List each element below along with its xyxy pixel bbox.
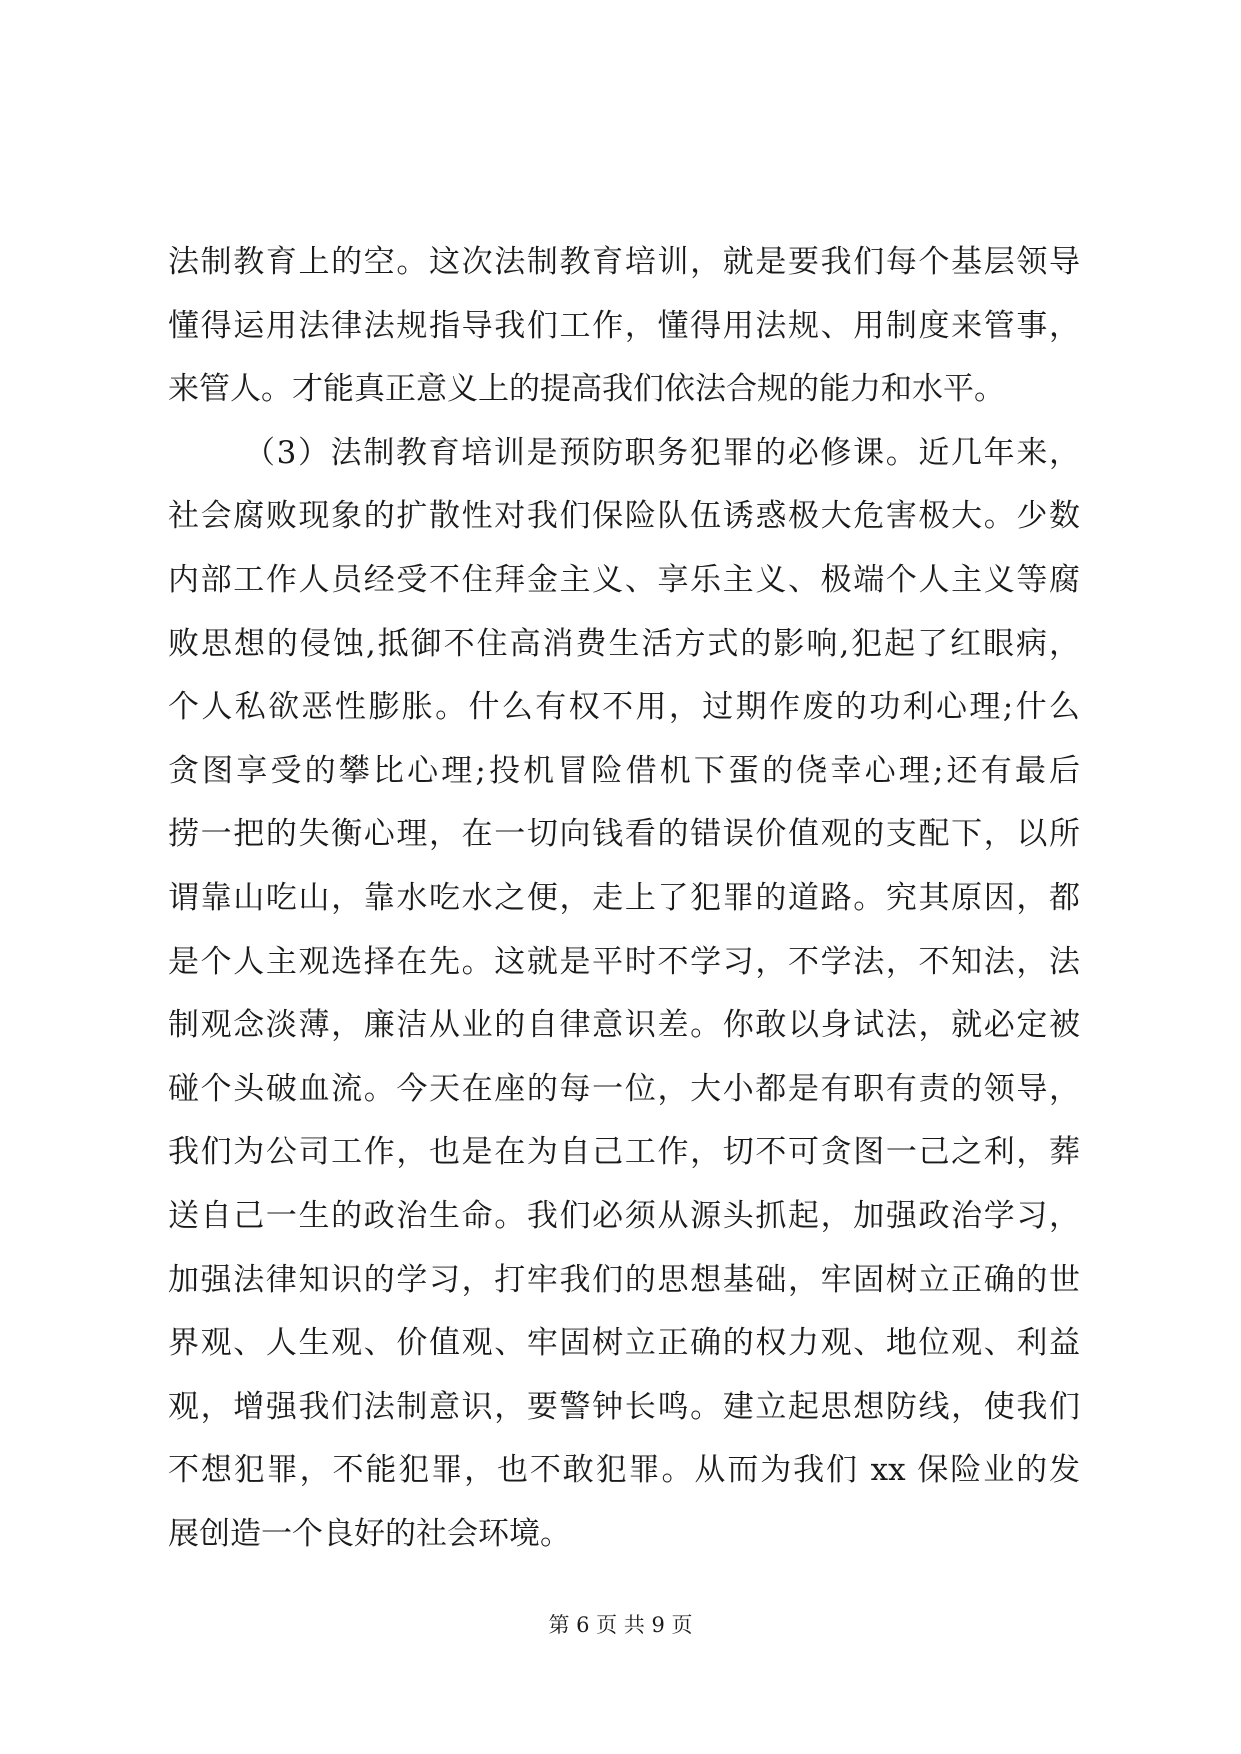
text-line: 谓靠山吃山，靠水吃水之便，走上了犯罪的道路。究其原因，都 bbox=[168, 879, 1080, 916]
text-line: 界观、人生观、价值观、牢固树立正确的权力观、地位观、利益 bbox=[168, 1325, 1080, 1362]
text-line: 个人私欲恶性膨胀。什么有权不用，过期作废的功利心理;什么 bbox=[168, 689, 1080, 726]
text-line: 送自己一生的政治生命。我们必须从源头抓起，加强政治学习， bbox=[168, 1197, 1080, 1234]
text-line: 碰个头破血流。今天在座的每一位，大小都是有职有责的领导， bbox=[168, 1070, 1080, 1107]
text-line: 展创造一个良好的社会环境。 bbox=[168, 1515, 571, 1552]
text-line: 贪图享受的攀比心理;投机冒险借机下蛋的侥幸心理;还有最后 bbox=[168, 752, 1080, 789]
text-line: 是个人主观选择在先。这就是平时不学习，不学法，不知法，法 bbox=[168, 943, 1080, 980]
text-line: 败思想的侵蚀,抵御不住高消费生活方式的影响,犯起了红眼病， bbox=[168, 625, 1080, 662]
text-line: 不想犯罪，不能犯罪，也不敢犯罪。从而为我们 xx 保险业的发 bbox=[168, 1452, 1080, 1489]
paragraph-start-line: （3）法制教育培训是预防职务犯罪的必修课。近几年来， bbox=[244, 434, 1080, 471]
text-line: 社会腐败现象的扩散性对我们保险队伍诱惑极大危害极大。少数 bbox=[168, 498, 1080, 535]
page-number-footer: 第 6 页 共 9 页 bbox=[548, 1613, 693, 1637]
text-line: 制观念淡薄，廉洁从业的自律意识差。你敢以身试法，就必定被 bbox=[168, 1007, 1080, 1044]
text-line: 内部工作人员经受不住拜金主义、享乐主义、极端个人主义等腐 bbox=[168, 561, 1080, 598]
text-line: 观，增强我们法制意识，要警钟长鸣。建立起思想防线，使我们 bbox=[168, 1388, 1080, 1425]
text-line: 捞一把的失衡心理，在一切向钱看的错误价值观的支配下，以所 bbox=[168, 816, 1080, 853]
text-line: 加强法律知识的学习，打牢我们的思想基础，牢固树立正确的世 bbox=[168, 1261, 1080, 1298]
text-line: 我们为公司工作，也是在为自己工作，切不可贪图一己之利，葬 bbox=[168, 1134, 1080, 1171]
body-text bbox=[168, 231, 1080, 1566]
text-line: 法制教育上的空。这次法制教育培训，就是要我们每个基层领导 bbox=[168, 244, 1080, 280]
text-line: 来管人。才能真正意义上的提高我们依法合规的能力和水平。 bbox=[168, 371, 1005, 408]
text-line: 懂得运用法律法规指导我们工作，懂得用法规、用制度来管事， bbox=[168, 307, 1080, 344]
